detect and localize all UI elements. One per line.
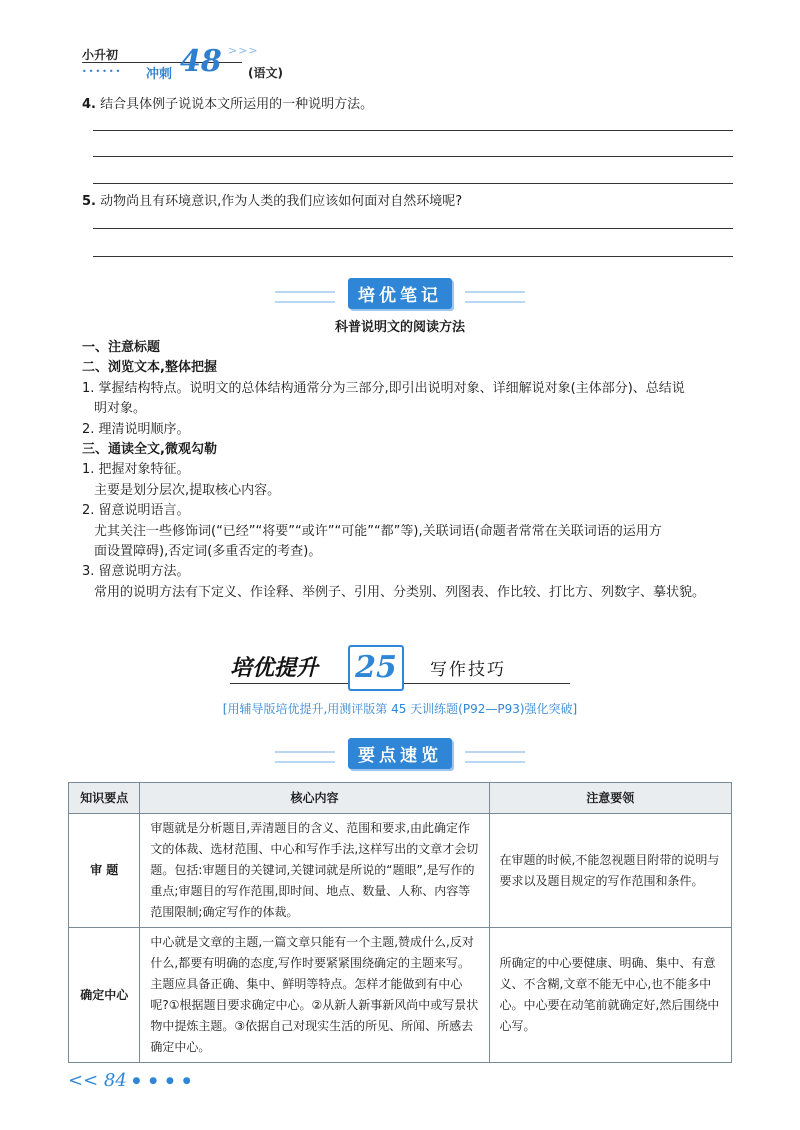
days-number: 48 <box>180 44 222 79</box>
notes-line: 一、注意标题 <box>82 340 161 355</box>
notes-line: 3. 留意说明方法。 <box>82 564 190 580</box>
notes-line: 1. 掌握结构特点。说明文的总体结构通常分为三部分,即引出说明对象、详细解说对象(主体部分)、总结说 <box>82 380 685 396</box>
notes-line: 面设置障碍),否定词(多重否定的考查)。 <box>94 544 322 560</box>
row-core: 审题就是分析题目,弄清题目的含义、范围和要求,由此确定作文的体裁、选材范围、中心和写作手法,这样写出的文章才会切题。包括:审题目的关键词,关键词就是所说的“题眼”,是写作的重点;审题目的写作范围,即时间、地点、数量、人称、内容等范围限制;确定写作的体裁。 <box>140 814 489 928</box>
page-footer <box>68 1070 194 1091</box>
sprint-label: 冲刺 <box>146 67 173 82</box>
question-text: 动物尚且有环境意识,作为人类的我们应该如何面对自然环境呢? <box>100 194 463 209</box>
footer-marks: << <box>68 1070 99 1091</box>
page-header <box>68 40 328 80</box>
notes-line: 三、通读全文,微观勾勒 <box>82 442 217 458</box>
section-topic: 写作技巧 <box>430 660 506 680</box>
section-number: 25 <box>355 650 397 685</box>
notes-line: 二、浏览文本,整体把握 <box>82 360 217 376</box>
header-dots: •••••• <box>82 67 123 76</box>
answer-line <box>93 256 733 257</box>
notes-line: 明对象。 <box>94 401 147 417</box>
series-label: 小升初 <box>82 48 119 62</box>
section-title <box>230 645 570 689</box>
column-header: 核心内容 <box>140 783 489 814</box>
section-hint: [用辅导版培优提升,用测评版第 45 天训练题(P92—P93)强化突破] <box>222 702 578 716</box>
notes-badge-row <box>0 278 800 309</box>
badge-decoration-right <box>465 291 525 303</box>
badge-decoration-left <box>275 291 335 303</box>
answer-line <box>93 130 733 131</box>
badge-decoration-left <box>275 751 335 763</box>
notes-line: 主要是划分层次,提取核心内容。 <box>94 482 281 498</box>
notes-badge: 培优笔记 <box>348 278 452 309</box>
column-header: 知识要点 <box>69 783 140 814</box>
notes-title: 科普说明文的阅读方法 <box>334 320 465 335</box>
question-number: 4. <box>82 97 96 112</box>
footer-dots: ● ● ● ● <box>132 1076 194 1086</box>
badge-decoration-right <box>465 751 525 763</box>
question-text: 结合具体例子说说本文所运用的一种说明方法。 <box>100 97 374 112</box>
question-5 <box>82 193 462 211</box>
table-row <box>69 928 732 1063</box>
notes-line: 2. 理清说明顺序。 <box>82 421 190 437</box>
table-header-row <box>69 783 732 814</box>
header-arrows: >>> <box>228 44 259 57</box>
subject-label: (语文) <box>248 66 283 80</box>
row-core: 中心就是文章的主题,一篇文章只能有一个主题,赞成什么,反对什么,都要有明确的态度,写作时要紧紧围绕确定的主题来写。主题应具备正确、集中、鲜明等特点。怎样才能做到有中心呢?①根据题目要求确定中心。②从新人新事新风尚中或写景状物中提炼主题。③依据自己对现实生活的所见、所闻、所感去确定中心。 <box>140 928 489 1063</box>
answer-line <box>93 156 733 157</box>
notes-line: 尤其关注一些修饰词(“已经”“将要”“或许”“可能”“都”等),关联词语(命题者常常在关联词语的运用方 <box>94 523 662 539</box>
row-note: 所确定的中心要健康、明确、集中、有意义、不含糊,文章不能无中心,也不能多中心。中心要在动笔前就确定好,然后围绕中心写。 <box>489 928 731 1063</box>
answer-line <box>93 183 733 184</box>
calendar-number-icon <box>348 645 404 691</box>
row-note: 在审题的时候,不能忽视题目附带的说明与要求以及题目规定的写作范围和条件。 <box>489 814 731 928</box>
notes-body <box>82 338 742 603</box>
section-label: 培优提升 <box>230 655 319 681</box>
page-number: 84 <box>103 1070 127 1091</box>
column-header: 注意要领 <box>489 783 731 814</box>
question-4 <box>82 96 373 114</box>
key-points-table <box>68 782 732 1063</box>
key-badge-row <box>0 738 800 769</box>
answer-line <box>93 228 733 229</box>
notes-line: 2. 留意说明语言。 <box>82 503 190 519</box>
question-number: 5. <box>82 194 96 209</box>
notes-line: 常用的说明方法有下定义、作诠释、举例子、引用、分类别、列图表、作比较、打比方、列数字、摹状貌。 <box>94 584 706 600</box>
row-key: 审 题 <box>69 814 140 928</box>
table-row <box>69 814 732 928</box>
notes-line: 1. 把握对象特征。 <box>82 462 190 478</box>
key-points-badge: 要点速览 <box>348 738 452 769</box>
row-key: 确定中心 <box>69 928 140 1063</box>
